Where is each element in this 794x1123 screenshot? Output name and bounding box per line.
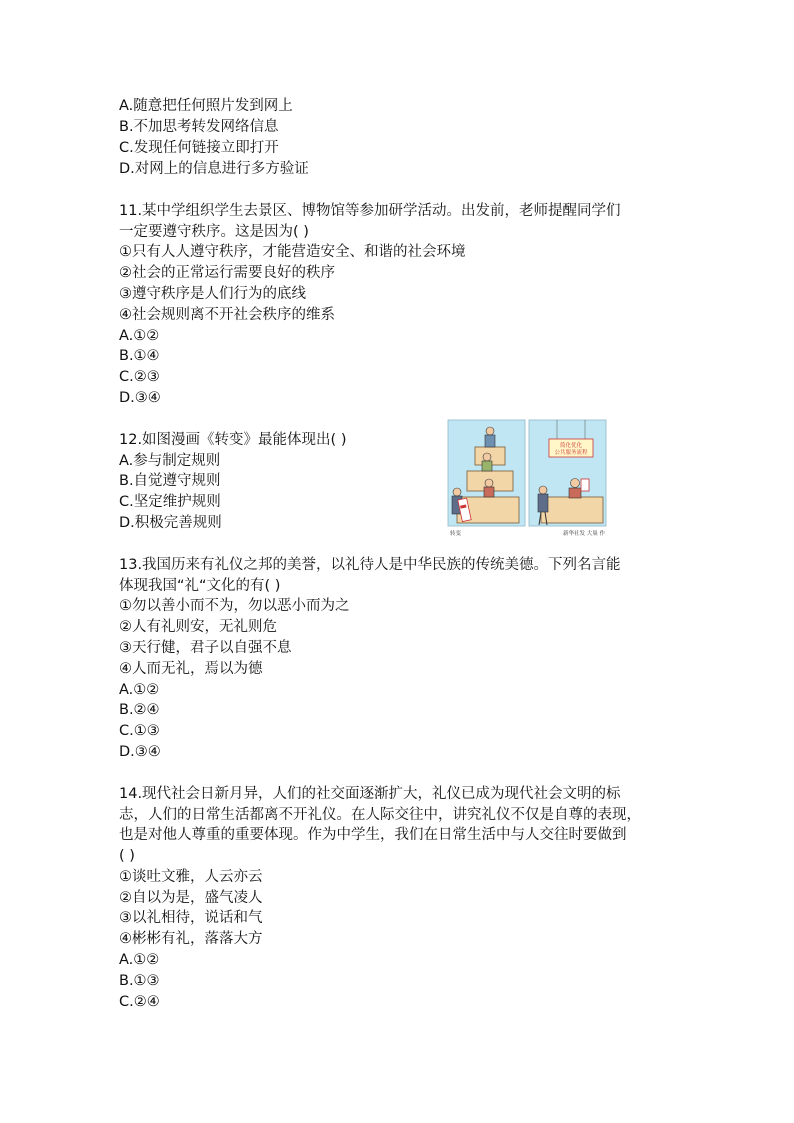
q12-stem: 12.如图漫画《转变》最能体现出( ): [119, 432, 347, 448]
q14-option-b: B.①③: [119, 973, 160, 989]
q11-option-c: C.②③: [119, 369, 160, 385]
q13-option-b: B.②④: [119, 702, 160, 718]
q12-cartoon-caption-left: 转变: [450, 531, 462, 537]
q12-option-c: C.坚定维护规则: [119, 494, 221, 510]
q13-statement-2: ②人有礼则安，无礼则危: [119, 619, 277, 635]
q11-option-a: A.①②: [119, 328, 160, 344]
q13-option-c: C.①③: [119, 723, 160, 739]
q12-option-b: B.自觉遵守规则: [119, 473, 221, 489]
q13-option-d: D.③④: [119, 744, 161, 760]
q14-statement-3: ③以礼相待，说话和气: [119, 910, 263, 926]
q13-option-a: A.①②: [119, 682, 160, 698]
q10-option-d: D.对网上的信息进行多方验证: [119, 161, 309, 177]
q14-stem-line2: 志，人们的日常生活都离不开礼仪。在人际交往中，讲究礼仪不仅是自尊的表现，: [119, 807, 641, 823]
q10-option-c: C.发现任何链接立即打开: [119, 140, 279, 156]
q14-statement-2: ②自以为是，盛气凌人: [119, 890, 263, 906]
q14-option-a: A.①②: [119, 952, 160, 968]
q14-stem-line1: 14.现代社会日新月异，人们的社交面逐渐扩大，礼仪已成为现代社会文明的标: [119, 786, 621, 802]
q14-stem-line4: ( ): [119, 848, 135, 864]
q14-stem-line3: 也是对他人尊重的重要体现。作为中学生，我们在日常生活中与人交往时要做到: [119, 827, 627, 843]
q10-option-b: B.不加思考转发网络信息: [119, 119, 279, 135]
q11-statement-3: ③遵守秩序是人们行为的底线: [119, 286, 306, 302]
q12-cartoon-caption-right: 新华社发 大巢 作: [563, 531, 605, 537]
q11-statement-2: ②社会的正常运行需要良好的秩序: [119, 265, 335, 281]
q11-stem-line2: 一定要遵守秩序。这是因为( ): [119, 224, 309, 240]
q12-cartoon-image: [445, 417, 608, 539]
q11-statement-4: ④社会规则离不开社会秩序的维系: [119, 307, 335, 323]
q14-statement-4: ④彬彬有礼，落落大方: [119, 931, 263, 947]
q12-option-a: A.参与制定规则: [119, 453, 221, 469]
q13-statement-4: ④人而无礼，焉以为德: [119, 661, 263, 677]
q13-stem-line1: 13.我国历来有礼仪之邦的美誉，以礼待人是中华民族的传统美德。下列名言能: [119, 557, 621, 573]
q13-statement-3: ③天行健，君子以自强不息: [119, 640, 292, 656]
q13-statement-1: ①勿以善小而不为，勿以恶小而为之: [119, 598, 350, 614]
q12-option-d: D.积极完善规则: [119, 515, 222, 531]
q12-cartoon-sign-line1: 简化优化: [559, 443, 583, 449]
q11-statement-1: ①只有人人遵守秩序，才能营造安全、和谐的社会环境: [119, 244, 466, 260]
q10-option-a: A.随意把任何照片发到网上: [119, 98, 293, 114]
q12-cartoon-sign-line2: 公共服务流程: [554, 450, 588, 456]
q13-stem-line2: 体现我国“礼“文化的有( ): [119, 578, 281, 594]
q14-option-c: C.②④: [119, 994, 160, 1010]
q11-stem-line1: 11.某中学组织学生去景区、博物馆等参加研学活动。出发前，老师提醒同学们: [119, 203, 621, 219]
q11-option-d: D.③④: [119, 390, 161, 406]
q11-option-b: B.①④: [119, 348, 160, 364]
q14-statement-1: ①谈吐文雅，人云亦云: [119, 869, 263, 885]
